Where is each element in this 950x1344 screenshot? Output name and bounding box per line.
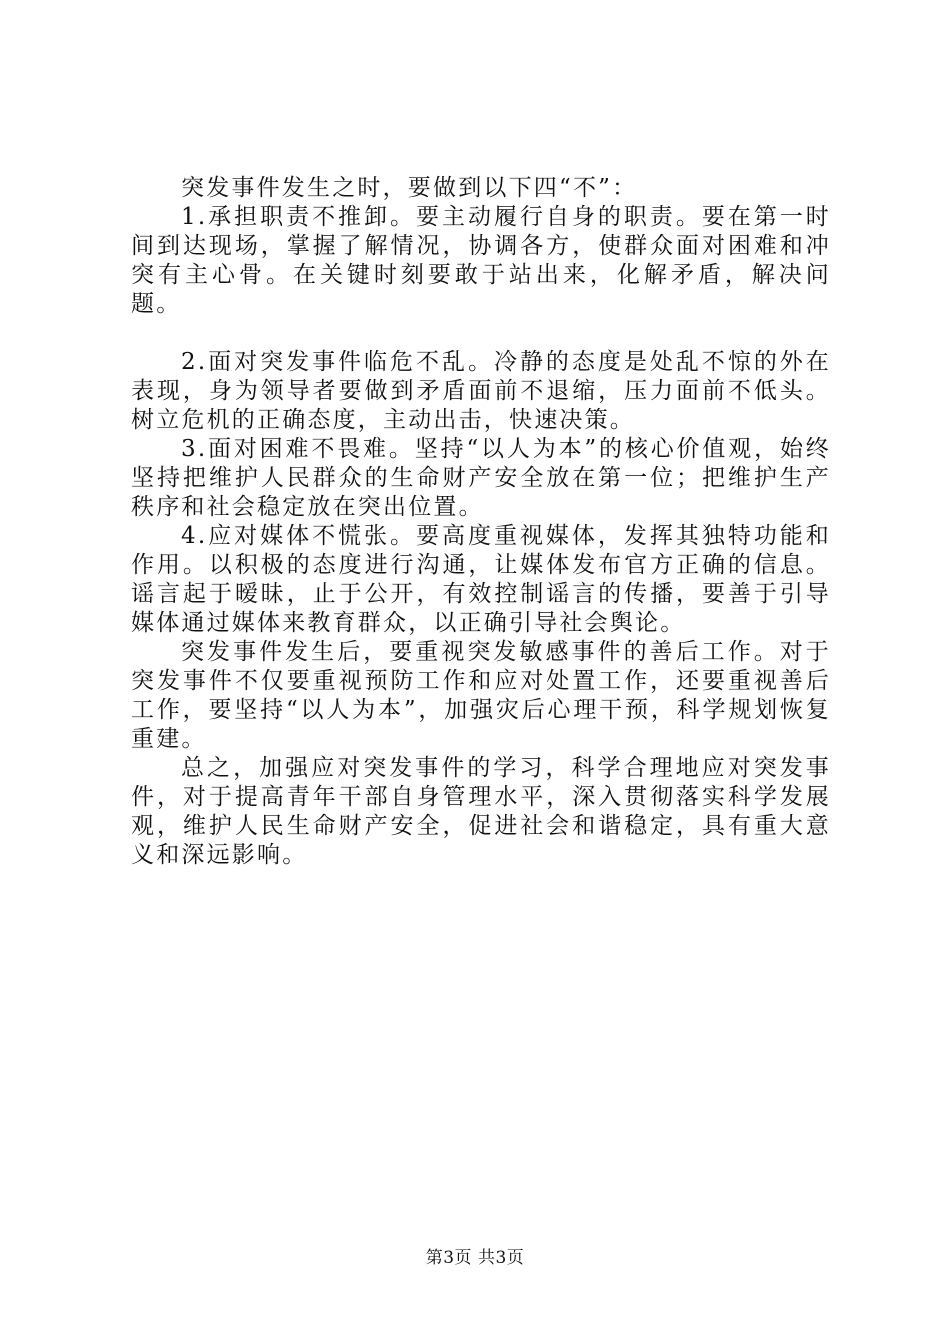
paragraph-point-3: 3.面对困难不畏难。坚持“以人为本”的核心价值观，始终坚持把维护人民群众的生命财产安全放在第一位；把维护生产秩序和社会稳定放在突出位置。 [131, 436, 831, 520]
paragraph-conclusion: 总之，加强应对突发事件的学习，科学合理地应对突发事件，对于提高青年干部自身管理水平，深入贯彻落实科学发展观，维护人民生命财产安全，促进社会和谐稳定，具有重大意义和深远影响。 [131, 755, 831, 868]
document-body [131, 174, 831, 870]
paragraph-point-4: 4.应对媒体不慌张。要高度重视媒体，发挥其独特功能和作用。以积极的态度进行沟通，让媒体发布官方正确的信息。谣言起于暧昧，止于公开，有效控制谣言的传播，要善于引导媒体通过媒体来教育群众，以正确引导社会舆论。 [131, 523, 831, 636]
paragraph-point-2: 2.面对突发事件临危不乱。冷静的态度是处乱不惊的外在表现，身为领导者要做到矛盾面前不退缩，压力面前不低头。树立危机的正确态度，主动出击，快速决策。 [131, 349, 831, 433]
page-number-footer: 第3页 共3页 [425, 1248, 525, 1268]
paragraph-aftermath: 突发事件发生后，要重视突发敏感事件的善后工作。对于突发事件不仅要重视预防工作和应对处置工作，还要重视善后工作，要坚持“以人为本”，加强灾后心理干预，科学规划恢复重建。 [131, 639, 831, 752]
paragraph-intro: 突发事件发生之时，要做到以下四“不”： [181, 175, 638, 201]
paragraph-point-1: 1.承担职责不推卸。要主动履行自身的职责。要在第一时间到达现场，掌握了解情况，协调各方，使群众面对困难和冲突有主心骨。在关键时刻要敢于站出来，化解矛盾，解决问题。 [131, 204, 831, 317]
